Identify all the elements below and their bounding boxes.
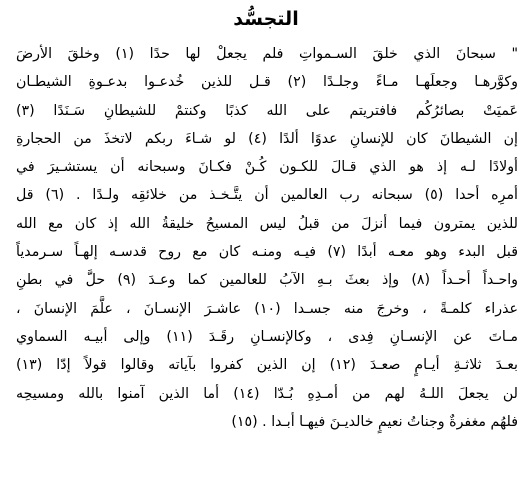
document-body [16,40,518,436]
text-line: إن الشيطانَ كان للإنسانِ عدوًا ألدًا (٤) لو شـاءَ ربكم لاتخذَ من الحجارةِ [16,130,518,147]
text-line: لن يجعلَ اللـهُ لهم من أمـدِهِ بُـدّا (١٤) أما الذين آمنوا بالله ومسيحِه [16,385,518,402]
text-line-last: فلهُم مغفرةٌ وجناتُ نعيمٍ خالديـنَ فيهـا أبـدا . (١٥) [231,413,518,430]
text-line: أولادًا لـه إذ هو الذي قـالَ للكـون كُـنْ فكـانَ وسبحانه أن يستشـيرَ في [16,159,518,176]
text-line: واحـداً أحـداً (٨) وإذ بعثَ بـهِ الآبُ للعالمين كما وعـدَ (٩) حلَّ في بطنِ [16,272,518,289]
text-line: " سبحانَ الذي خلقَ السـمواتِ فلم يجعلْ لها حدًا (١) وخلقَ الأرضَ [16,46,518,62]
text-line: مـاتَ عن الإنسـانِ فِدى ، وكالإنسـانِ رقَـدَ (١١) وإلى أبيـه السماوي [16,328,518,345]
text-line: عذراء كلمـةً ، وخرجَ منه جسـدا (١٠) عاشـرَ الإنسـانَ ، علَّمَ الإنسانَ ، [16,300,518,317]
text-line: عَميَتْ بصائرُكُم فافتريتم على الله كذبًا وكنتمْ للشيطانِ سَـنَدًا (٣) [16,102,518,119]
text-line: للذين يمترون فيما أنزلَ من قبلُ ليس المسيحُ خليقةُ الله إذ كان مع الله [16,215,518,232]
text-line: بعـدَ ثلاثـةِ أيـامٍ صعـدَ (١٢) إن الذين كفروا بآياته وقالوا قولاً إدّا (١٣) [16,357,518,374]
text-line: أمرِه أحدا (٥) سبحانه رب العالمين أن يتَّـخـذ من خلائقِه ولـدًا . (٦) قل [16,187,518,204]
text-line: وكوَّرهـا وجعلَهـا مـاءً وجلـدًا (٢) قـل للذين خُدعـوا بدعـوةِ الشيطـان [16,74,518,91]
document-title: التجسُّد [233,8,299,30]
text-line: قبل البدء وهو معـه أبدًا (٧) فيـه ومنـه كان مع روح قدسـه إلهـاً سـرمدياً [16,244,518,261]
